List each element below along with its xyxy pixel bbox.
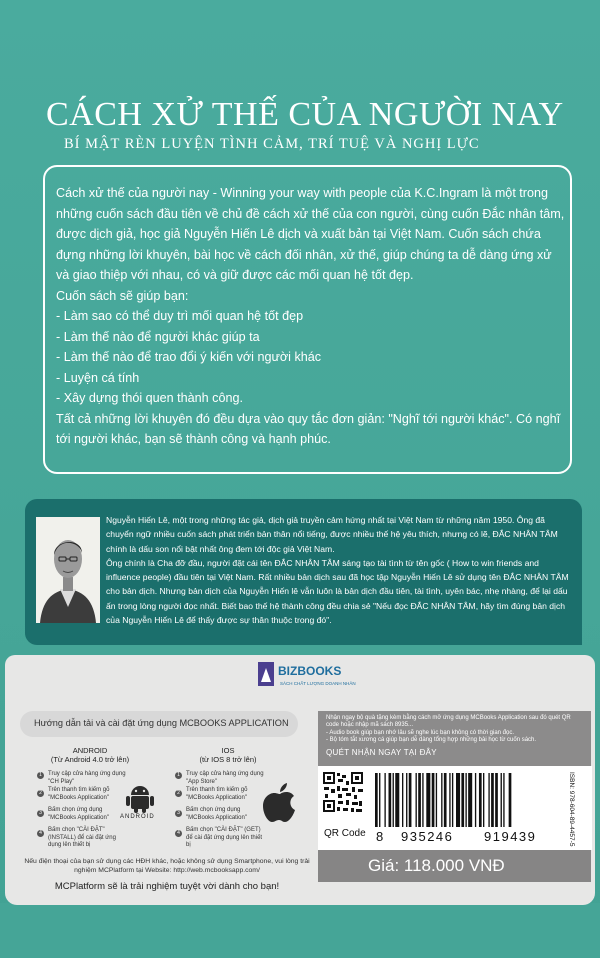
barcode-bar [479,773,482,827]
barcode-bar [461,773,464,827]
ios-step-2: Trên thanh tìm kiếm gõ "MCBooks Application" [186,787,248,801]
barcode-bar [456,773,460,827]
step-number: 4 [37,830,44,837]
barcode-bar [452,773,453,827]
barcode-bar [501,773,502,827]
barcode-bar [384,773,385,827]
author-portrait [36,517,100,623]
android-heading [40,746,140,764]
barcode-bar [426,773,430,827]
description-conclusion: Tất cả những lời khuyên đó đều dựa vào quy tắc đơn giản: "Nghĩ tới người khác". Có nghĩ tới người khác, bạn sẽ thành công và hạnh phúc. [56,411,561,446]
barcode-bar [509,773,512,827]
barcode-bar [491,773,494,827]
barcode-bar [422,773,423,827]
step-number: 1 [37,772,44,779]
barcode-bar [475,773,476,827]
step-number: 1 [175,772,182,779]
android-version: (Từ Android 4.0 trở lên) [50,755,130,764]
android-step-3: Bấm chọn ứng dụng "MCBooks Application" [48,807,109,821]
promo-line-2: - Audio book giúp bạn nhớ lâu sẽ nghe lúc bạn không có thời gian đọc. [326,729,515,736]
promo-line-1: Nhận ngay bộ quà tặng kèm bằng cách mở ứng dụng MCBooks Application sau đó quét QR code hoặc nhập mã sách 8935... [326,715,571,729]
barcode-bar [483,773,484,827]
barcode-bar [465,773,466,827]
benefits-list [56,306,568,409]
ios-step-3: Bấm chọn ứng dụng "MCBooks Application" [186,807,247,821]
barcode-digits-right: 919439 [484,829,537,844]
author-bio [106,513,574,627]
step-number: 3 [37,810,44,817]
app-guide-title: Hướng dẫn tải và cài đặt ứng dụng MCBOOKS APPLICATION [34,718,289,728]
mcplatform-line: MCPlatform sẽ là trải nghiệm tuyệt vời dành cho bạn! [54,881,280,892]
barcode-bar [432,773,435,827]
barcode-bar [389,773,392,827]
barcode-bar [441,773,442,827]
barcode-digits-left: 935246 [401,829,454,844]
barcode-bar [418,773,421,827]
android-logo-text: ANDROID [120,814,155,820]
android-step-1: Truy cập cửa hàng ứng dụng "CH Play" [48,771,126,785]
ios-step-1: Truy cập cửa hàng ứng dụng "App Store" [186,771,264,785]
author-bio-para1: Nguyễn Hiến Lê, một trong những tác giả, dịch giả truyền cảm hứng nhất tại Việt Nam từ những năm 1950. Ông đã chuyển ngữ nhiều cuốn sách phát triển bản thân nổi tiếng, được nhiều thế hệ yêu thích, nhưng có lẽ, ĐẮC NHÂN TÂM chính là dấu son nổi bật nhất ông đem tới độc giả Việt Nam. [106,515,558,554]
barcode-bar [409,773,412,827]
apple-icon [262,782,298,824]
list-item: - Làm sao có thể duy trì mối quan hệ tốt đẹp [56,309,304,323]
barcode-bar [436,773,437,827]
author-bio-para2: Ông chính là Cha đỡ đầu, người đặt cái tên ĐẮC NHÂN TÂM sáng tạo tài tình từ tên gốc ( How to win friends and influence people) đầu tiên tại Việt Nam. Rất nhiều bản dịch sau đã học tập Nguyễn Hiến Lê sử dụng tên ĐẮC NHÂN TÂM cho bản dịch. Nhưng bản dịch của Nguyễn Hiến lê vẫn luôn là bản dịch đầu tiên, tài tình, uyên bác, nhẹ nhàng, để lại dấu ấn trong lòng người đọc nhất. Biết bao thế hệ thành công đều chia sẻ "Nếu đọc ĐẮC NHÂN TÂM, hãy tìm đúng bản dịch của Nguyễn Hiến Lê để thấy được sự thân thuộc trong đó". [106,557,569,626]
promo-cta: QUÉT NHẬN NGAY TẠI ĐÂY [326,747,437,757]
ios-version: (từ IOS 8 trở lên) [199,755,257,764]
list-item: - Làm thế nào để trao đổi ý kiến với người khác [56,350,322,364]
ios-heading [178,746,278,764]
barcode-bar [379,773,380,827]
ios-step-4: Bấm chọn "CÀI ĐẶT" (GET) để cài đặt ứng dụng lên thiết bị [186,827,263,848]
barcode-bar [416,773,417,827]
step-number: 3 [175,810,182,817]
barcode-bar [444,773,447,827]
publisher-tagline: SÁCH CHẤT LƯỢNG DOANH NHÂN [280,681,356,686]
description [56,183,568,450]
price: Giá: 118.000 VNĐ [368,856,505,875]
description-intro: Cách xử thế của người nay - Winning your way with people của K.C.Ingram là một trong những cuốn sách đầu tiên về chủ đề cách xử thế của con người, cùng cuốn Đắc nhân tâm, được dịch giả, học giả Nguyễn Hiến Lê dịch và xuất bản tại Việt Nam. Cuốn sách chứa đựng những lời khuyên, bài học về cách đối nhân, xử thế, giúp chúng ta dễ dàng ứng xử và giao thiệp với nhau, có và giữ được các mối quan hệ tốt đẹp. [56,186,565,282]
bottom-strip [0,903,600,958]
isbn-text: ISBN: 978-604-89-4457-5 [568,772,575,847]
list-item: - Xây dựng thói quen thành công. [56,391,243,405]
qr-code [322,771,364,827]
barcode-bar [468,773,472,827]
barcode-bar [406,773,407,827]
android-step-4: Bấm chọn "CÀI ĐẶT" (INSTALL) để cài đặt ứng dụng lên thiết bị [48,827,116,848]
book-title: CÁCH XỬ THẾ CỦA NGƯỜI NAY [46,96,564,133]
ios-name: IOS [221,746,235,755]
barcode-bar [375,773,378,827]
android-name: ANDROID [72,746,108,755]
barcode-bar [495,773,498,827]
list-item: - Luyện cá tính [56,370,140,385]
barcode-digit-lead: 8 [376,829,384,844]
book-subtitle: BÍ MẬT RÈN LUYỆN TÌNH CẢM, TRÍ TUỆ VÀ NGHỊ LỰC [64,136,480,152]
barcode [371,773,571,827]
barcode-bar [488,773,489,827]
barcode-bar [449,773,450,827]
android-step-2: Trên thanh tìm kiếm gõ "MCBooks Application" [48,787,110,801]
gift-promo [318,711,591,766]
description-helps-label: Cuốn sách sẽ giúp bạn: [56,288,189,303]
barcode-bar [503,773,504,827]
publisher-logo-text: BIZBOOKS [278,664,342,678]
barcode-bar [393,773,394,827]
qr-code-label: QR Code [324,828,366,839]
barcode-bar [395,773,399,827]
promo-line-3: - Bộ tóm tắt xương cá giúp bạn dễ dàng tổng hợp những bài học từ cuốn sách. [326,737,537,744]
step-number: 2 [175,790,182,797]
platform-note: Nếu điện thoại của bạn sử dụng các HĐH khác, hoặc không sử dụng Smartphone, vui lòng trải nghiệm MCPlatform tại Website: http://web.mcbooksapp.com/ [24,858,310,874]
list-item: - Làm thế nào để người khác giúp ta [56,329,260,344]
step-number: 4 [175,830,182,837]
barcode-bar [402,773,403,827]
step-number: 2 [37,790,44,797]
